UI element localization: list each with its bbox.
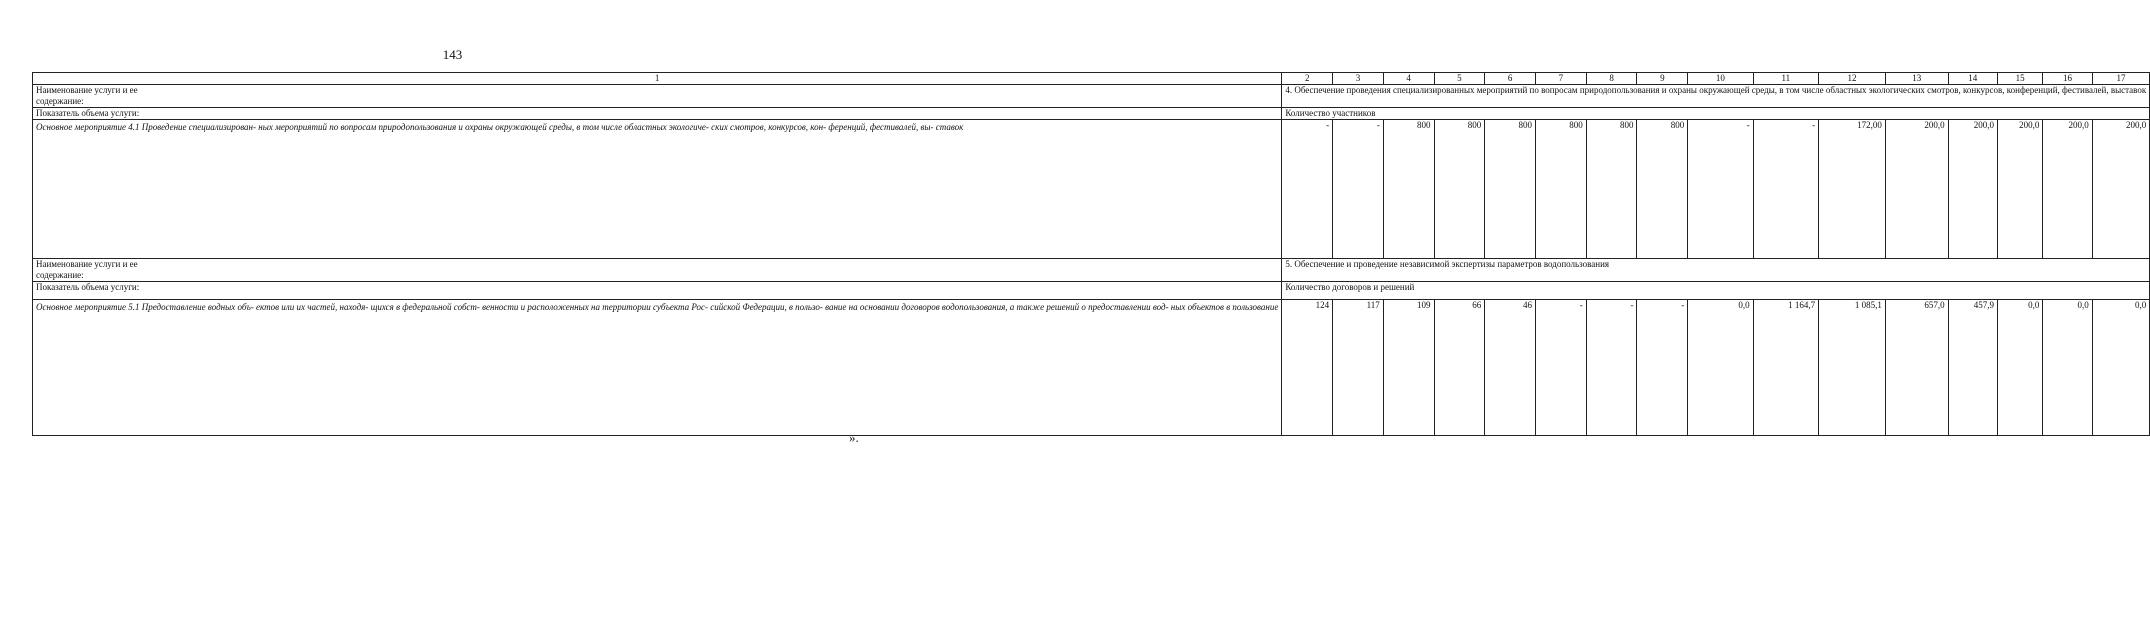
value-cell: 0,0 [1688,300,1753,436]
column-number: 8 [1586,73,1637,85]
value-cell: 800 [1485,120,1536,259]
activity-row [33,120,2150,259]
service-name-label: Наименование услуги и ее содержание: [33,259,1282,282]
value-cell: 200,0 [2043,120,2092,259]
value-cell: 800 [1383,120,1434,259]
column-number: 4 [1383,73,1434,85]
value-cell: 200,0 [1948,120,1997,259]
value-cell: 172,00 [1819,120,1886,259]
value-cell: 109 [1383,300,1434,436]
value-cell: 46 [1485,300,1536,436]
value-cell: 66 [1434,300,1485,436]
value-cell: 457,9 [1948,300,1997,436]
service-name-text: 4. Обеспечение проведения специализированных мероприятий по вопросам природопользования и охраны окружающей среды, в том числе областных экологических смотров, конкурсов, конференций, фестивалей, выставок [1282,85,2150,108]
activity-label: Основное мероприятие 5.1 Предоставление водных объ- ектов или их частей, находя- щихся в федеральной собст- венности и расположенных на территории субъекта Рос- сийской Федерации, в пользо- вание на основании договоров водопользования, а также решений о предоставлении вод- ных объектов в пользование [33,300,1282,436]
column-number: 16 [2043,73,2092,85]
page-number: 143 [442,47,463,62]
value-cell: 0,0 [1997,300,2042,436]
value-cell: 800 [1637,120,1688,259]
column-number: 12 [1819,73,1886,85]
value-cell: 657,0 [1885,300,1948,436]
service-name-row [33,85,2150,108]
value-cell: 200,0 [1885,120,1948,259]
column-number: 9 [1637,73,1688,85]
value-cell: 1 085,1 [1819,300,1886,436]
service-name-text: 5. Обеспечение и проведение независимой экспертизы параметров водопользования [1282,259,2150,282]
service-name-row [33,259,2150,282]
volume-indicator-text: Количество участников [1282,108,2150,120]
value-cell: 200,0 [1997,120,2042,259]
column-number: 10 [1688,73,1753,85]
value-cell: 200,0 [2092,120,2150,259]
column-number-row [33,73,2150,85]
value-cell: 800 [1586,120,1637,259]
value-cell: - [1536,300,1587,436]
value-cell: 124 [1282,300,1333,436]
column-number: 14 [1948,73,1997,85]
value-cell: - [1333,120,1384,259]
volume-indicator-label: Показатель объема услуги: [33,108,1282,120]
closing-quote: ». [849,430,859,445]
value-cell: - [1688,120,1753,259]
value-cell: - [1586,300,1637,436]
column-number: 3 [1333,73,1384,85]
activity-row [33,300,2150,436]
column-number: 15 [1997,73,2042,85]
value-cell: 800 [1434,120,1485,259]
value-cell: - [1282,120,1333,259]
value-cell: - [1637,300,1688,436]
column-number: 17 [2092,73,2150,85]
value-cell: 0,0 [2043,300,2092,436]
volume-indicator-label: Показатель объема услуги: [33,282,1282,300]
service-name-label: Наименование услуги и ее содержание: [33,85,1282,108]
column-number: 1 [33,73,1282,85]
column-number: 13 [1885,73,1948,85]
volume-indicator-text: Количество договоров и решений [1282,282,2150,300]
value-cell: 1 164,7 [1753,300,1818,436]
value-cell: 117 [1333,300,1384,436]
volume-indicator-row [33,282,2150,300]
column-number: 11 [1753,73,1818,85]
column-number: 2 [1282,73,1333,85]
column-number: 5 [1434,73,1485,85]
volume-indicator-row [33,108,2150,120]
value-cell: 800 [1536,120,1587,259]
column-number: 7 [1536,73,1587,85]
column-number: 6 [1485,73,1536,85]
program-table [32,72,2150,436]
value-cell: 0,0 [2092,300,2150,436]
value-cell: - [1753,120,1818,259]
activity-label: Основное мероприятие 4.1 Проведение специализирован- ных мероприятий по вопросам природопользования и охраны окружающей среды, в том числе областных экологиче- ских смотров, конкурсов, кон- ференций, фестивалей, вы- ставок [33,120,1282,259]
